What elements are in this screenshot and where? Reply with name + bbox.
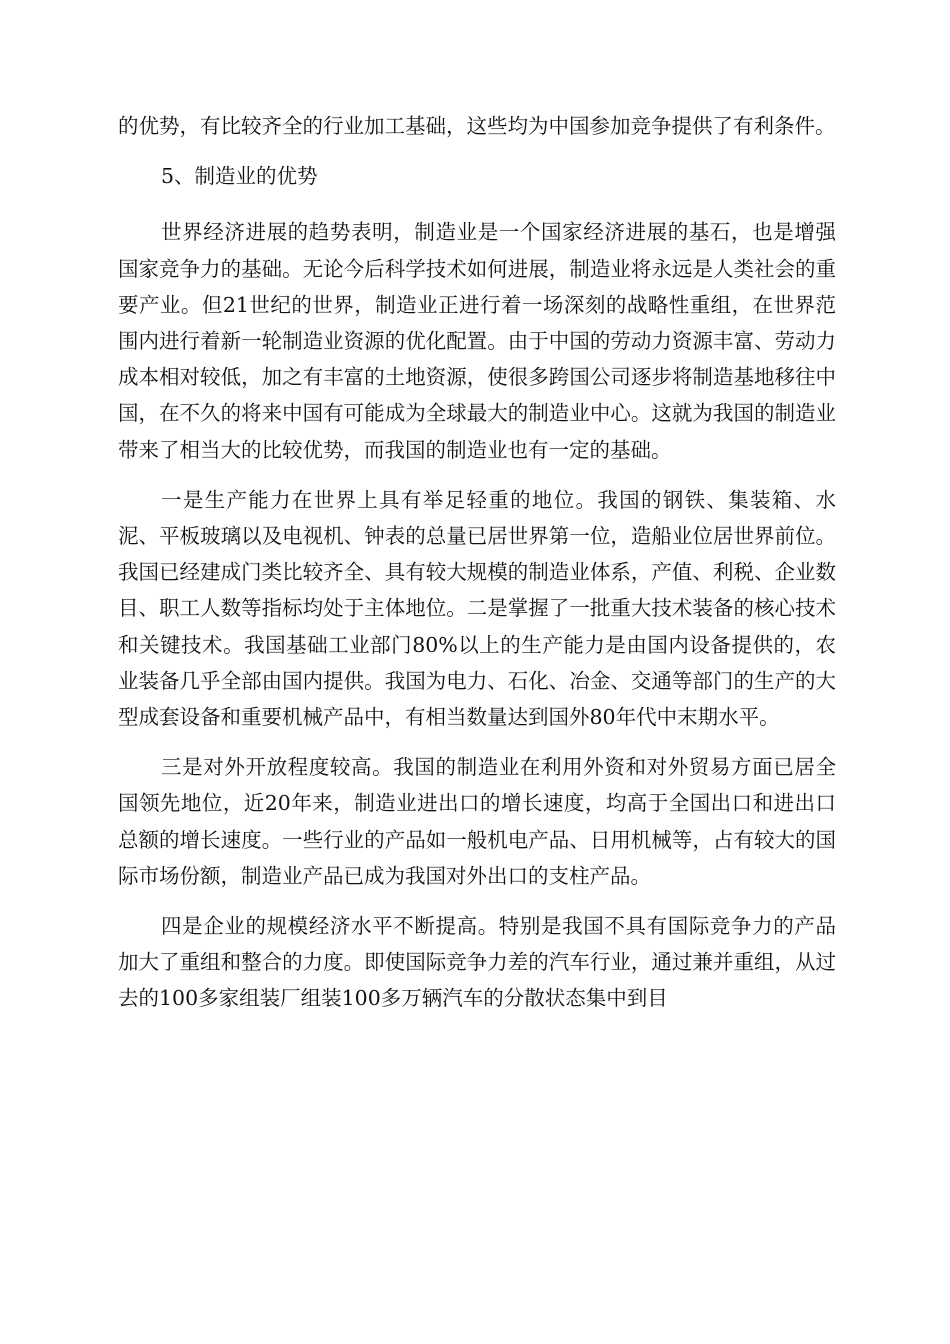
paragraph: 一是生产能力在世界上具有举足轻重的地位。我国的钢铁、集装箱、水泥、平板玻璃以及电视机、钟表的总量已居世界第一位，造船业位居世界前位。我国已经建成门类比较齐全、具有较大规模的制造业体系，产值、利税、企业数目、职工人数等指标均处于主体地位。二是掌握了一批重大技术装备的核心技术和关键技术。我国基础工业部门80%以上的生产能力是由国内设备提供的，农业装备几乎全部由国内提供。我国为电力、石化、冶金、交通等部门的生产的大型成套设备和重要机械产品中，有相当数量达到国外80年代中末期水平。	[118, 487, 836, 730]
paragraph: 世界经济进展的趋势表明，制造业是一个国家经济进展的基石，也是增强国家竞争力的基础。无论今后科学技术如何进展，制造业将永远是人类社会的重要产业。但21世纪的世界，制造业正进行着一场深刻的战略性重组，在世界范围内进行着新一轮制造业资源的优化配置。由于中国的劳动力资源丰富、劳动力成本相对较低，加之有丰富的土地资源，使很多跨国公司逐步将制造基地移往中国，在不久的将来中国有可能成为全球最大的制造业中心。这就为我国的制造业带来了相当大的比较优势，而我国的制造业也有一定的基础。	[118, 220, 836, 462]
document-body	[118, 108, 836, 1031]
section-heading: 5、制造业的优势	[161, 164, 318, 189]
paragraph-continuation: 的优势，有比较齐全的行业加工基础，这些均为中国参加竞争提供了有利条件。	[118, 114, 836, 138]
paragraph: 四是企业的规模经济水平不断提高。特别是我国不具有国际竞争力的产品加大了重组和整合的力度。即使国际竞争力差的汽车行业，通过兼并重组，从过去的100多家组装厂组装100多万辆汽车的分散状态集中到目	[118, 914, 836, 1011]
paragraph: 三是对外开放程度较高。我国的制造业在利用外资和对外贸易方面已居全国领先地位，近20年来，制造业进出口的增长速度，均高于全国出口和进出口总额的增长速度。一些行业的产品如一般机电产品、日用机械等，占有较大的国际市场份额，制造业产品已成为我国对外出口的支柱产品。	[118, 755, 836, 888]
